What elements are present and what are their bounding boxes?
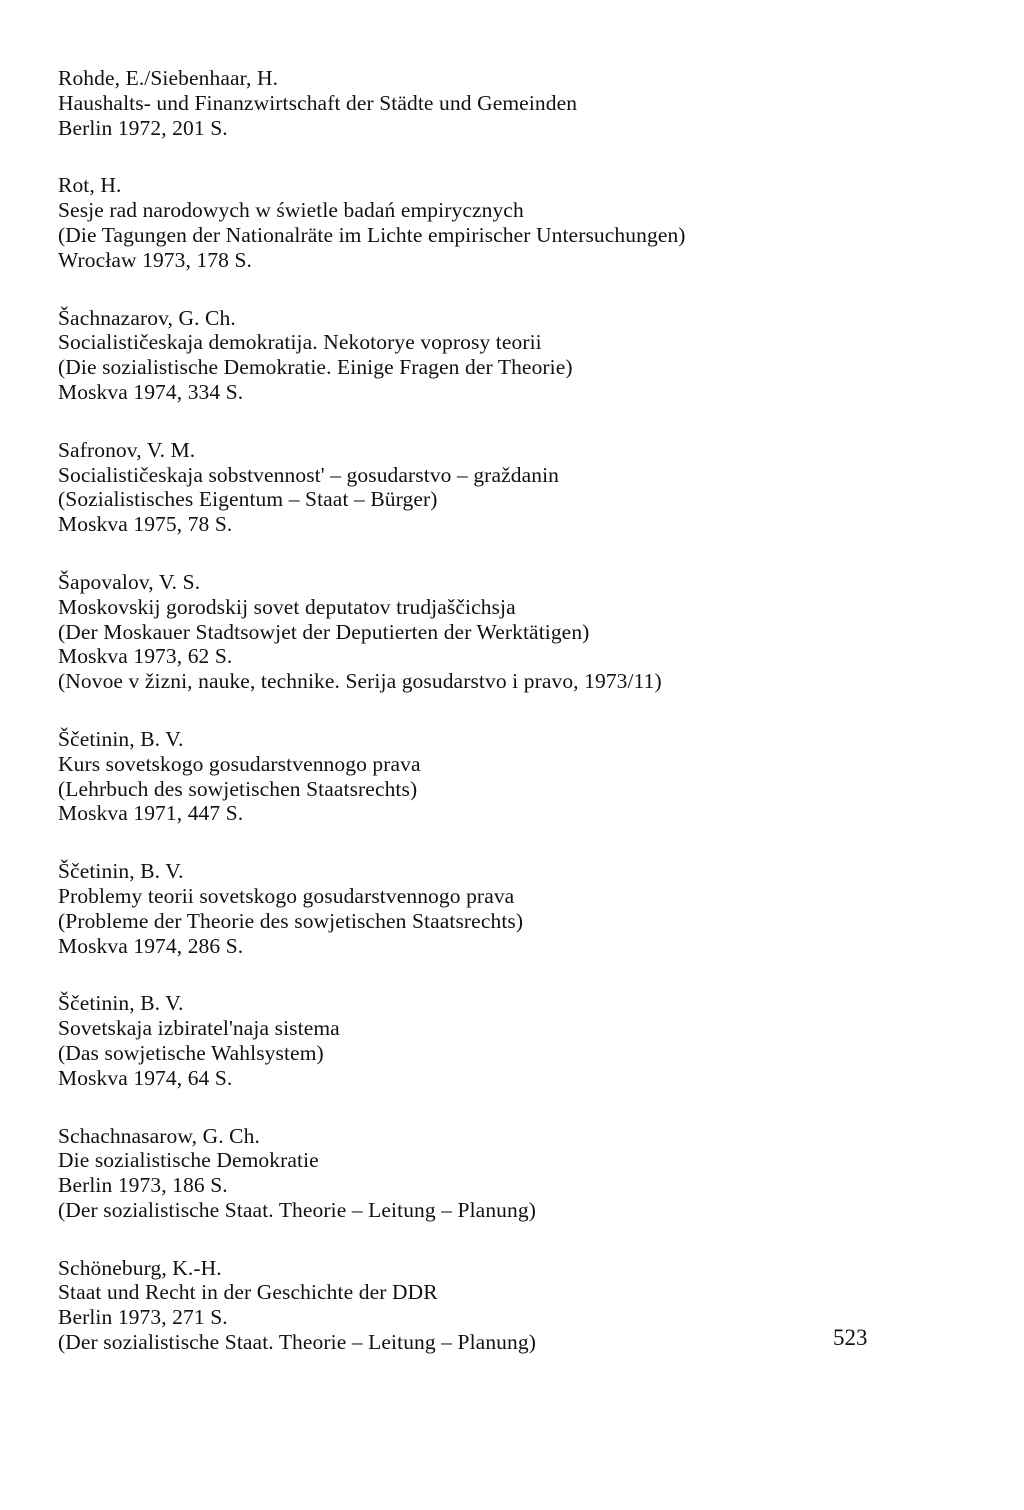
entry-author: Rot, H. — [58, 173, 122, 198]
entry-author: Ščetinin, B. V. — [58, 859, 184, 884]
entry-line: Moskva 1974, 334 S. — [58, 379, 244, 404]
bibliography-entry — [58, 859, 838, 958]
entry-line: Sesje rad narodowych w świetle badań empirycznych — [58, 198, 524, 223]
bibliography-entry — [58, 438, 838, 537]
entry-line: (Die sozialistische Demokratie. Einige Fragen der Theorie) — [58, 355, 573, 380]
entry-author: Safronov, V. M. — [58, 437, 196, 462]
bibliography-entry — [58, 1256, 838, 1355]
entry-line: Kurs sovetskogo gosudarstvennogo prava — [58, 751, 421, 776]
entry-line: Wrocław 1973, 178 S. — [58, 247, 253, 272]
entry-line: Berlin 1973, 271 S. — [58, 1305, 228, 1330]
entry-author: Schachnasarow, G. Ch. — [58, 1123, 260, 1148]
entry-line: (Novoe v žizni, nauke, technike. Serija gosudarstvo i pravo, 1973/11) — [58, 669, 662, 694]
entry-line: Die sozialistische Demokratie — [58, 1148, 319, 1173]
entry-author: Rohde, E./Siebenhaar, H. — [58, 66, 279, 90]
entry-line: Moskovskij gorodskij sovet deputatov trudjaščichsja — [58, 594, 516, 619]
entry-line: (Das sowjetische Wahlsystem) — [58, 1040, 324, 1065]
entry-line: Haushalts- und Finanzwirtschaft der Städte und Gemeinden — [58, 90, 578, 115]
bibliography-list — [58, 66, 838, 1388]
entry-line: Problemy teorii sovetskogo gosudarstvennogo prava — [58, 883, 515, 908]
entry-author: Šapovalov, V. S. — [58, 569, 201, 594]
entry-line: Sovetskaja izbiratel'naja sistema — [58, 1016, 340, 1041]
entry-line: Berlin 1973, 186 S. — [58, 1173, 228, 1198]
entry-line: (Die Tagungen der Nationalräte im Lichte empirischer Untersuchungen) — [58, 222, 686, 247]
entry-line: Moskva 1975, 78 S. — [58, 512, 233, 537]
entry-line: Moskva 1974, 286 S. — [58, 933, 244, 958]
entry-line: Socialističeskaja demokratija. Nekotorye voprosy teorii — [58, 330, 542, 355]
bibliography-entry — [58, 1124, 838, 1223]
page-number: 523 — [833, 1325, 868, 1350]
entry-line: (Probleme der Theorie des sowjetischen Staatsrechts) — [58, 908, 524, 933]
entry-author: Ščetinin, B. V. — [58, 991, 184, 1016]
bibliography-entry — [58, 306, 838, 405]
bibliography-entry — [58, 173, 838, 272]
bibliography-entry — [58, 727, 838, 826]
bibliography-entry — [58, 570, 838, 694]
entry-author: Šachnazarov, G. Ch. — [58, 305, 236, 330]
entry-line: (Sozialistisches Eigentum – Staat – Bürger) — [58, 487, 438, 512]
entry-line: Moskva 1971, 447 S. — [58, 801, 244, 826]
entry-author: Schöneburg, K.-H. — [58, 1255, 222, 1280]
entry-line: (Der Moskauer Stadtsowjet der Deputierten der Werktätigen) — [58, 619, 590, 644]
entry-line: Staat und Recht in der Geschichte der DDR — [58, 1280, 438, 1305]
entry-line: (Lehrbuch des sowjetischen Staatsrechts) — [58, 776, 418, 801]
entry-line: Moskva 1974, 64 S. — [58, 1065, 233, 1090]
entry-line: (Der sozialistische Staat. Theorie – Leitung – Planung) — [58, 1330, 536, 1355]
entry-line: (Der sozialistische Staat. Theorie – Leitung – Planung) — [58, 1197, 536, 1222]
entry-line: Moskva 1973, 62 S. — [58, 644, 233, 669]
bibliography-entry — [58, 66, 838, 140]
bibliography-entry — [58, 991, 838, 1090]
entry-author: Ščetinin, B. V. — [58, 726, 184, 751]
entry-line: Berlin 1972, 201 S. — [58, 115, 228, 140]
entry-line: Socialističeskaja sobstvennost' – gosudarstvo – graždanin — [58, 462, 559, 487]
